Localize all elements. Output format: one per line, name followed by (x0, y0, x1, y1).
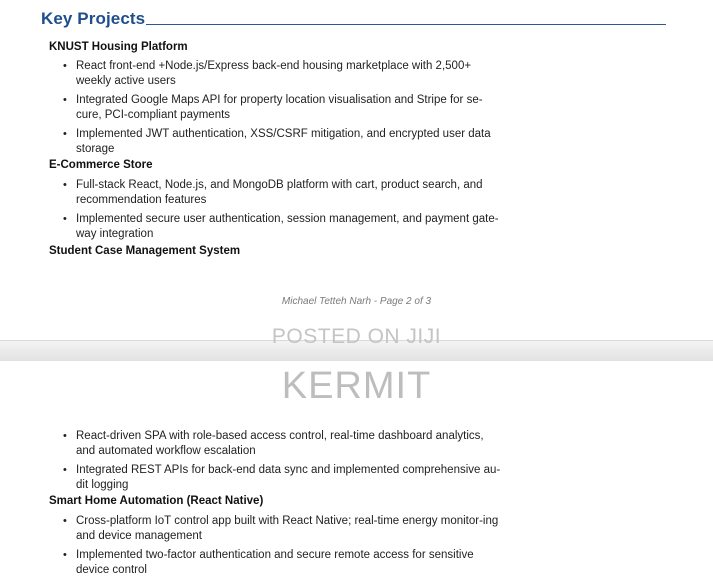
list-item (62, 93, 502, 123)
project-title: E-Commerce Store (49, 159, 153, 171)
list-item (62, 212, 502, 242)
bullet-icon: • (63, 60, 67, 72)
project-title: Smart Home Automation (React Native) (49, 495, 264, 507)
bullet-icon: • (63, 94, 67, 106)
bullet-text: React front-end +Node.js/Express back-end housing marketplace with 2,500+ weekly active users (76, 60, 472, 87)
list-item (62, 59, 502, 89)
list-item (62, 463, 502, 493)
bullet-list (62, 514, 502, 582)
bullet-icon: • (63, 515, 67, 527)
list-item (62, 178, 502, 208)
section-title: Key Projects (41, 9, 146, 28)
list-item (62, 514, 502, 544)
bullet-icon: • (63, 549, 67, 561)
bullet-list (62, 429, 502, 497)
project-title: Student Case Management System (49, 245, 241, 257)
list-item (62, 127, 502, 157)
page-footer: Michael Tetteh Narh - Page 2 of 3 (281, 296, 432, 307)
bullet-text: React-driven SPA with role-based access control, real-time dashboard analytics, and automated workflow escalation (76, 430, 484, 457)
bullet-icon: • (63, 464, 67, 476)
section-divider (146, 24, 666, 25)
bullet-text: Implemented two-factor authentication and secure remote access for sensitive device control (76, 549, 474, 576)
bullet-icon: • (63, 179, 67, 191)
bullet-text: Cross-platform IoT control app built with React Native; real-time energy monitor-ing and device management (76, 515, 499, 542)
bullet-list (62, 59, 502, 161)
bullet-icon: • (63, 430, 67, 442)
bullet-icon: • (63, 213, 67, 225)
bullet-text: Implemented JWT authentication, XSS/CSRF mitigation, and encrypted user data storage (76, 128, 491, 155)
watermark-posted: POSTED ON JIJI (271, 325, 442, 348)
list-item (62, 429, 502, 459)
bullet-text: Implemented secure user authentication, session management, and payment gate-way integration (76, 213, 499, 240)
project-title: KNUST Housing Platform (49, 41, 188, 53)
bullet-icon: • (63, 128, 67, 140)
bullet-text: Integrated REST APIs for back-end data sync and implemented comprehensive au-dit logging (76, 464, 501, 491)
list-item (62, 548, 502, 578)
bullet-text: Integrated Google Maps API for property location visualisation and Stripe for se-cure, PCI-compliant payments (76, 94, 483, 121)
watermark-name: KERMIT (281, 365, 432, 407)
bullet-list (62, 178, 502, 246)
bullet-text: Full-stack React, Node.js, and MongoDB platform with cart, product search, and recommendation features (76, 179, 483, 206)
